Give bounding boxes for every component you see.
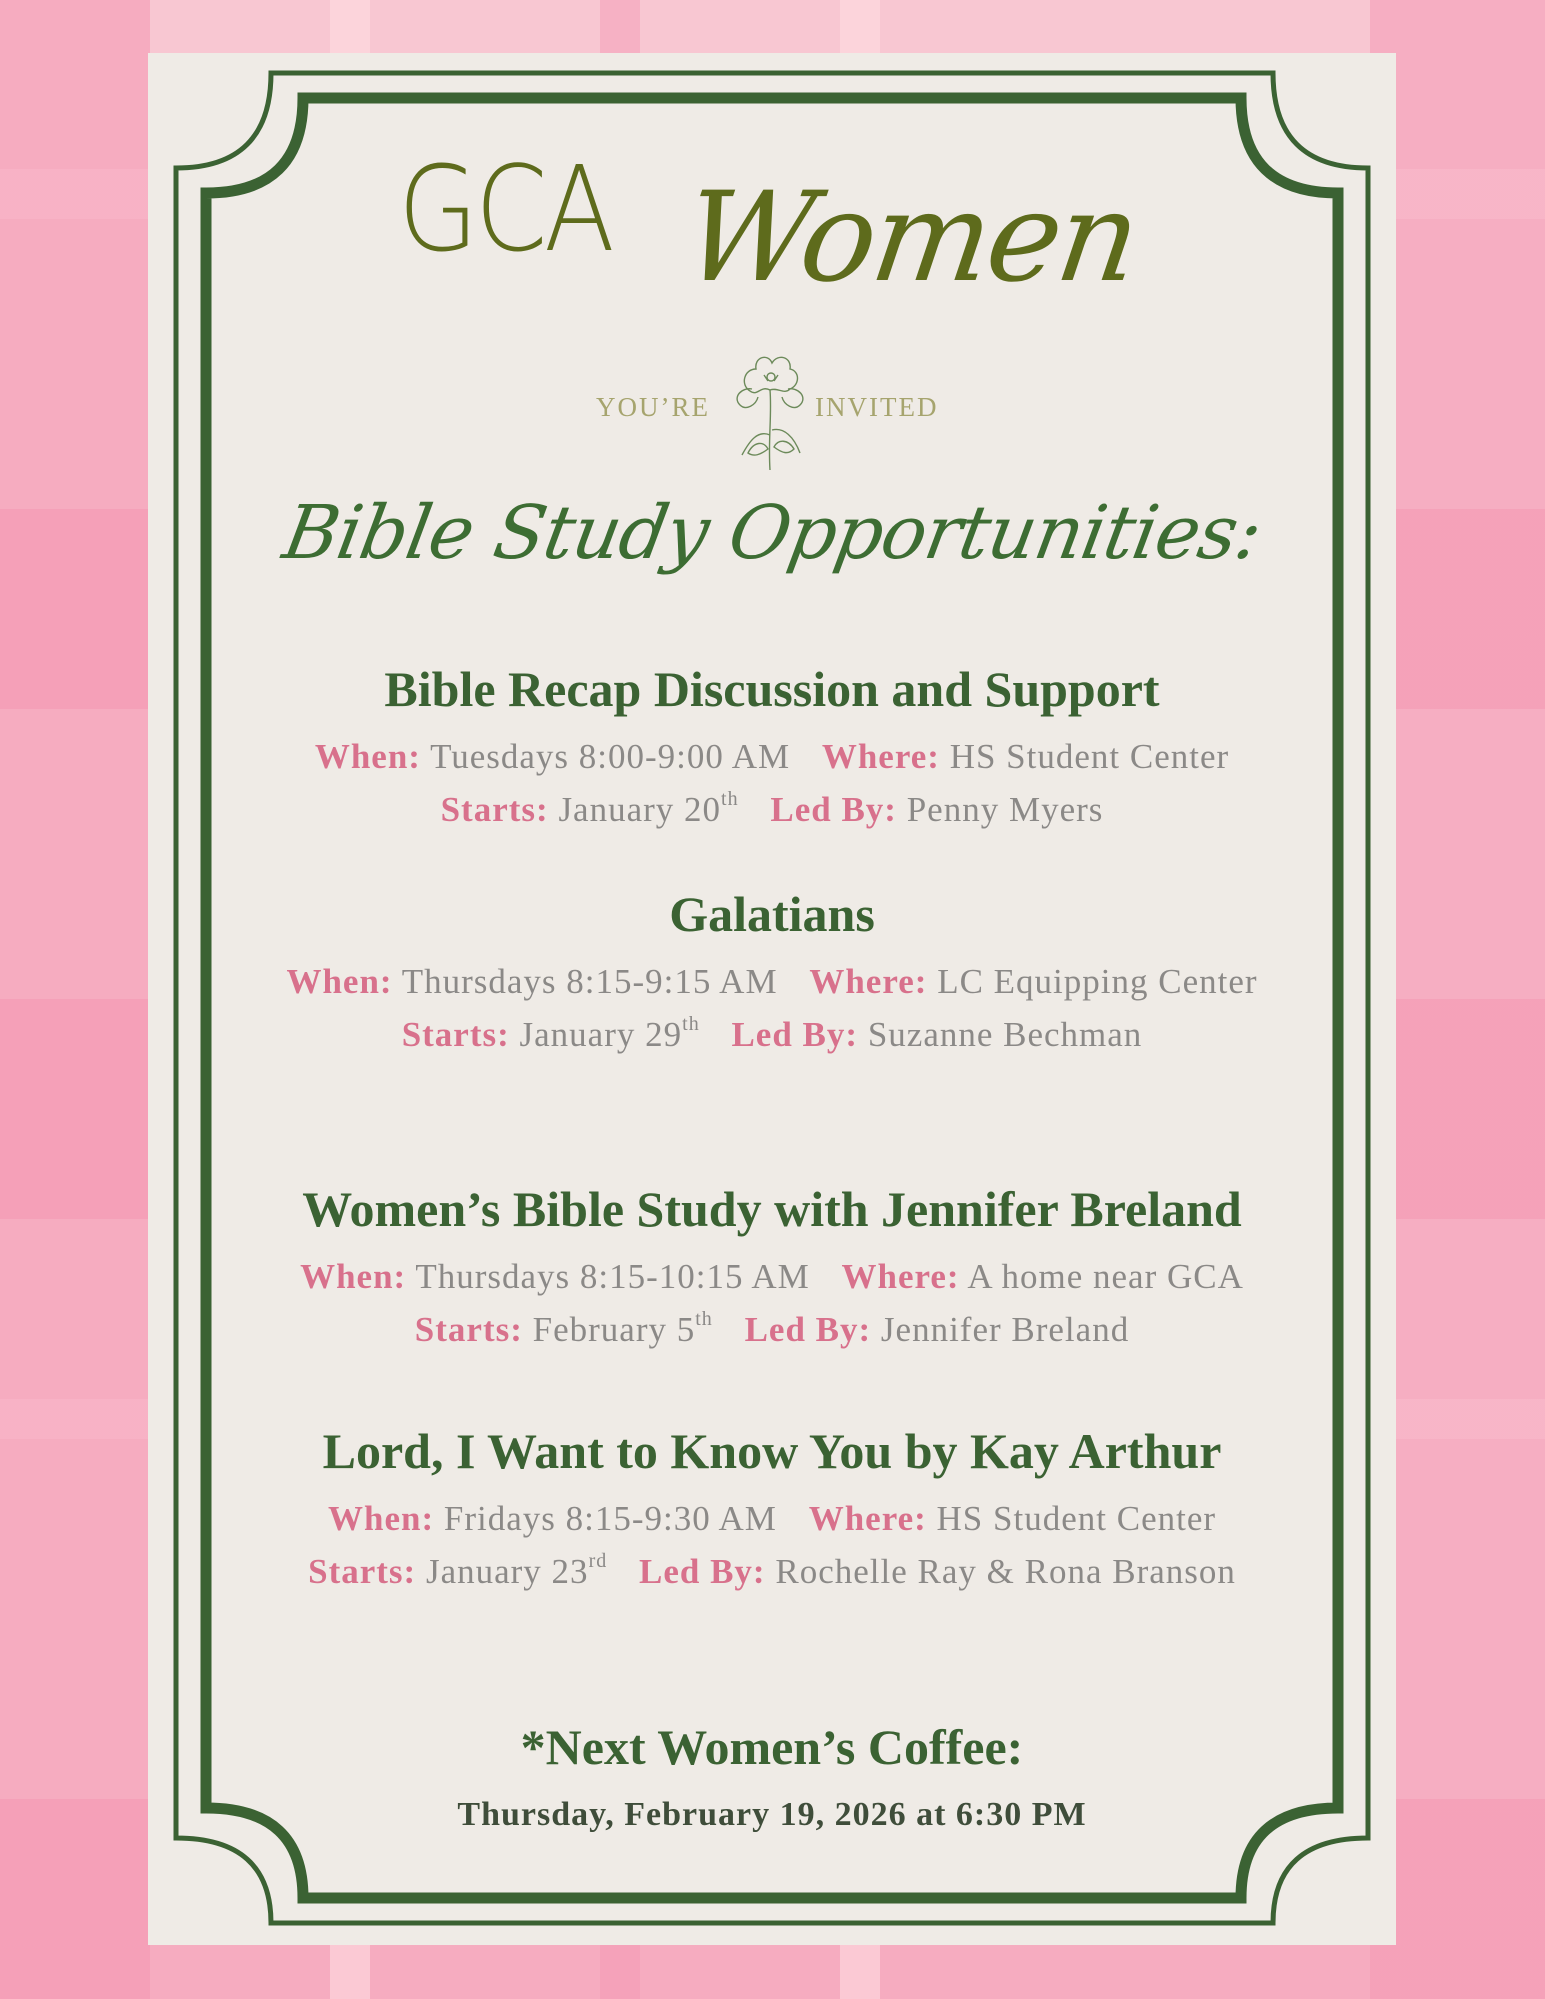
starts-value: January 29 [519, 1014, 683, 1054]
where-label: Where: [809, 962, 928, 1001]
study-when-where [148, 731, 1396, 784]
study-block [148, 887, 1396, 1061]
where-value: HS Student Center [936, 1499, 1217, 1538]
led-by-value: Penny Myers [906, 789, 1104, 829]
led-by-value: Suzanne Bechman [867, 1014, 1143, 1054]
study-title: Galatians [669, 886, 875, 942]
study-title: Bible Recap Discussion and Support [384, 661, 1160, 717]
study-when-where [148, 1251, 1396, 1304]
when-label: When: [300, 1257, 407, 1296]
when-value: Thursdays 8:15-10:15 AM [415, 1257, 810, 1296]
when-label: When: [314, 737, 421, 776]
where-label: Where: [808, 1499, 927, 1538]
coffee-date: Thursday, February 19, 2026 at 6:30 PM [457, 1796, 1087, 1833]
invited-left-text: YOU’RE [596, 392, 710, 422]
starts-suffix: th [682, 1012, 700, 1035]
starts-label: Starts: [308, 1551, 417, 1591]
starts-suffix: th [695, 1307, 713, 1330]
invited-right-text: INVITED [815, 392, 939, 422]
starts-suffix: rd [588, 1549, 608, 1572]
brand-gca: GCA [398, 140, 612, 278]
study-block [148, 662, 1396, 836]
study-starts-led [148, 1009, 1396, 1062]
led-by-label: Led By: [744, 1309, 872, 1349]
where-label: Where: [841, 1257, 960, 1296]
starts-label: Starts: [440, 789, 549, 829]
coffee-announcement [148, 1718, 1396, 1834]
when-value: Thursdays 8:15-9:15 AM [401, 962, 778, 1001]
starts-suffix: th [721, 787, 739, 810]
where-value: HS Student Center [949, 737, 1230, 776]
study-starts-led [148, 1546, 1396, 1599]
led-by-value: Rochelle Ray & Rona Branson [775, 1551, 1236, 1591]
study-block [148, 1424, 1396, 1598]
study-title: Lord, I Want to Know You by Kay Arthur [322, 1423, 1222, 1479]
starts-label: Starts: [414, 1309, 523, 1349]
starts-value: January 23 [425, 1551, 589, 1591]
where-label: Where: [821, 737, 940, 776]
pansy-flower-icon [728, 345, 812, 470]
led-by-label: Led By: [731, 1014, 859, 1054]
led-by-label: Led By: [770, 789, 897, 829]
study-when-where [148, 1493, 1396, 1546]
when-label: When: [286, 962, 393, 1001]
study-starts-led [148, 1304, 1396, 1357]
led-by-label: Led By: [638, 1551, 766, 1591]
led-by-value: Jennifer Breland [880, 1309, 1130, 1349]
brand-title [0, 130, 1545, 330]
invited-row [0, 345, 1545, 475]
study-title: Women’s Bible Study with Jennifer Breland [302, 1181, 1242, 1237]
subtitle-bible-study: Bible Study Opportunities: [277, 490, 1268, 576]
where-value: LC Equipping Center [937, 962, 1258, 1001]
study-when-where [148, 956, 1396, 1009]
starts-value: January 20 [558, 789, 722, 829]
when-value: Fridays 8:15-9:30 AM [443, 1499, 777, 1538]
coffee-heading: *Next Women’s Coffee: [520, 1719, 1024, 1775]
where-value: A home near GCA [967, 1257, 1244, 1296]
study-block [148, 1182, 1396, 1356]
when-label: When: [327, 1499, 435, 1538]
brand-women: Women [675, 166, 1146, 310]
starts-value: February 5 [532, 1309, 696, 1349]
starts-label: Starts: [401, 1014, 510, 1054]
study-starts-led [148, 784, 1396, 837]
when-value: Tuesdays 8:00-9:00 AM [430, 737, 791, 776]
